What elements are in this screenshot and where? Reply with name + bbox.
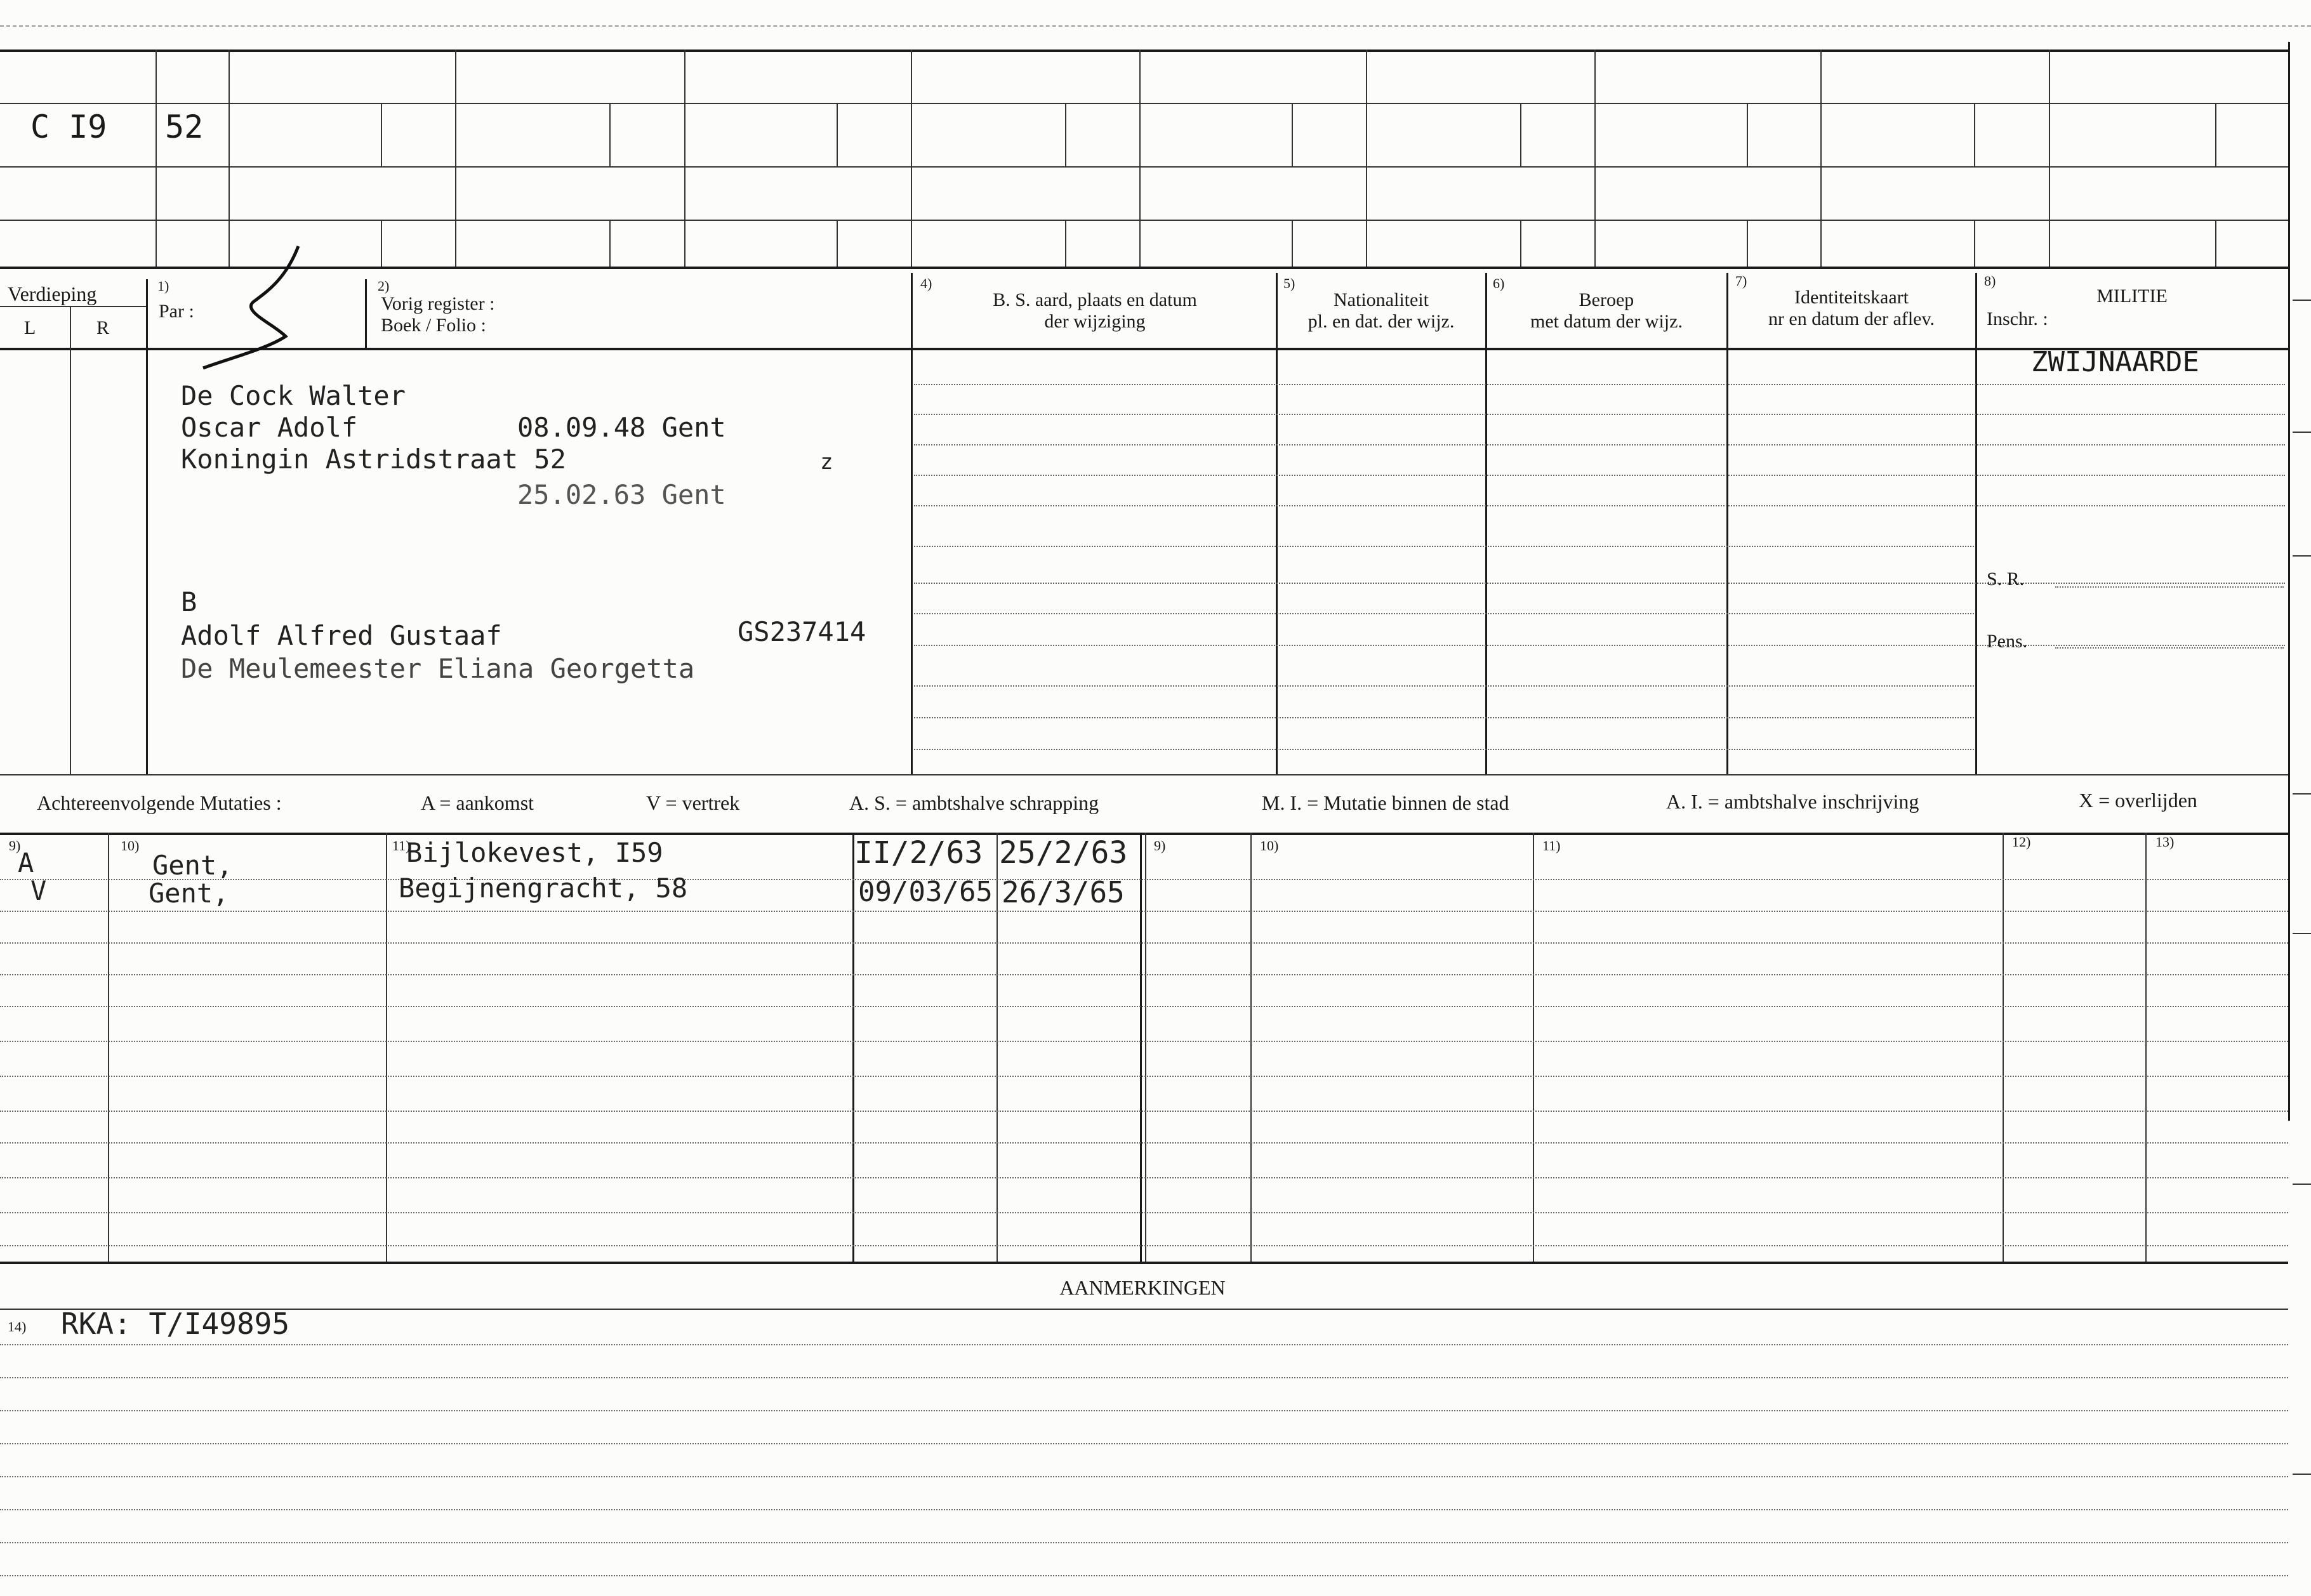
col4-line2: der wijziging <box>1044 311 1146 332</box>
col5-num: 5) <box>1283 275 1295 291</box>
address: Koningin Astridstraat 52 <box>181 444 566 475</box>
remarks-title: AANMERKINGEN <box>1059 1276 1226 1299</box>
person-middle-names: Oscar Adolf <box>181 412 358 443</box>
marker-b: B <box>181 586 197 617</box>
mut-col9-num: 9) <box>9 838 21 854</box>
legend-item-as: A. S. = ambtshalve schrapping <box>849 791 1099 814</box>
col7-num: 7) <box>1735 273 1747 289</box>
mutation-street: Begijnengracht, 58 <box>399 873 688 904</box>
mutation-type: A <box>18 847 34 878</box>
birth-date-place: 08.09.48 Gent <box>517 412 726 443</box>
col6-num: 6) <box>1493 275 1505 291</box>
legend-item-a: A = aankomst <box>421 791 534 814</box>
col7-line2: nr en datum der aflev. <box>1768 308 1935 329</box>
verdieping-r: R <box>96 317 110 338</box>
mutation-street: Bijlokevest, I59 <box>406 837 663 868</box>
legend-item-v: V = vertrek <box>646 791 740 814</box>
legend-item-mi: M. I. = Mutatie binnen de stad <box>1262 791 1509 814</box>
mutation-date-in: II/2/63 <box>854 835 983 871</box>
top-edge <box>0 25 2311 27</box>
id-number: GS237414 <box>738 616 866 647</box>
registration-date: 25.02.63 Gent <box>517 479 726 510</box>
legend-item-ai: A. I. = ambtshalve inschrijving <box>1666 790 1919 813</box>
col4-num: 4) <box>920 275 932 291</box>
mutation-type: V <box>30 875 47 906</box>
remarks-num: 14) <box>8 1319 27 1335</box>
vorig-register-label: Vorig register : <box>381 293 495 314</box>
verdieping-l: L <box>24 317 36 338</box>
person-surname-firstname: De Cock Walter <box>181 380 406 411</box>
col6-line1: Beroep <box>1579 289 1634 310</box>
sr-label: S. R. <box>1987 569 2025 590</box>
verdieping-label: Verdieping <box>8 282 97 305</box>
mutation-date-reg: 26/3/65 <box>1002 875 1125 909</box>
register-number: 52 <box>165 109 204 145</box>
col6-line2: met datum der wijz. <box>1530 311 1683 332</box>
mutation-city: Gent, <box>149 878 229 909</box>
mut-col10b-num: 10) <box>1260 838 1279 854</box>
col5-line1: Nationaliteit <box>1334 289 1429 310</box>
par-label: Par : <box>159 301 194 322</box>
col4-line1: B. S. aard, plaats en datum <box>993 289 1197 310</box>
mut-col13-num: 13) <box>2155 834 2175 850</box>
remarks-text: RKA: T/I49895 <box>61 1307 290 1341</box>
mut-col12-num: 12) <box>2012 834 2031 850</box>
mutation-city: Gent, <box>152 850 233 881</box>
col7-line1: Identiteitskaart <box>1794 287 1909 308</box>
mut-col10-num: 10) <box>121 838 140 854</box>
legend-item-x: X = overlijden <box>2079 789 2197 812</box>
militie-inschr-place: ZWIJNAARDE <box>2031 346 2199 378</box>
legend-top-line <box>0 774 2288 775</box>
inschr-label: Inschr. : <box>1987 308 2048 329</box>
col5-line2: pl. en dat. der wijz. <box>1308 311 1455 332</box>
handwritten-flourish <box>190 241 317 381</box>
father-name: Adolf Alfred Gustaaf <box>181 620 502 651</box>
mutation-date-reg: 25/2/63 <box>999 835 1128 871</box>
militie-label: MILITIE <box>2096 286 2168 307</box>
remarks-line <box>0 1309 2288 1310</box>
mother-name: De Meulemeester Eliana Georgetta <box>181 653 695 684</box>
mutation-date-out: 09/03/65 <box>858 876 993 908</box>
legend-title: Achtereenvolgende Mutaties : <box>37 791 282 814</box>
register-code: C I9 <box>30 109 107 145</box>
col8-num: 8) <box>1984 273 1996 289</box>
boek-folio-label: Boek / Folio : <box>381 315 486 336</box>
pens-label: Pens. <box>1987 631 2028 652</box>
col2-num: 2) <box>378 278 390 294</box>
mut-col11b-num: 11) <box>1542 838 1561 854</box>
col1-num: 1) <box>157 278 169 294</box>
mut-col9b-num: 9) <box>1154 838 1166 854</box>
address-mark: z <box>820 449 833 475</box>
mut-col11-num: 11) <box>392 838 411 854</box>
